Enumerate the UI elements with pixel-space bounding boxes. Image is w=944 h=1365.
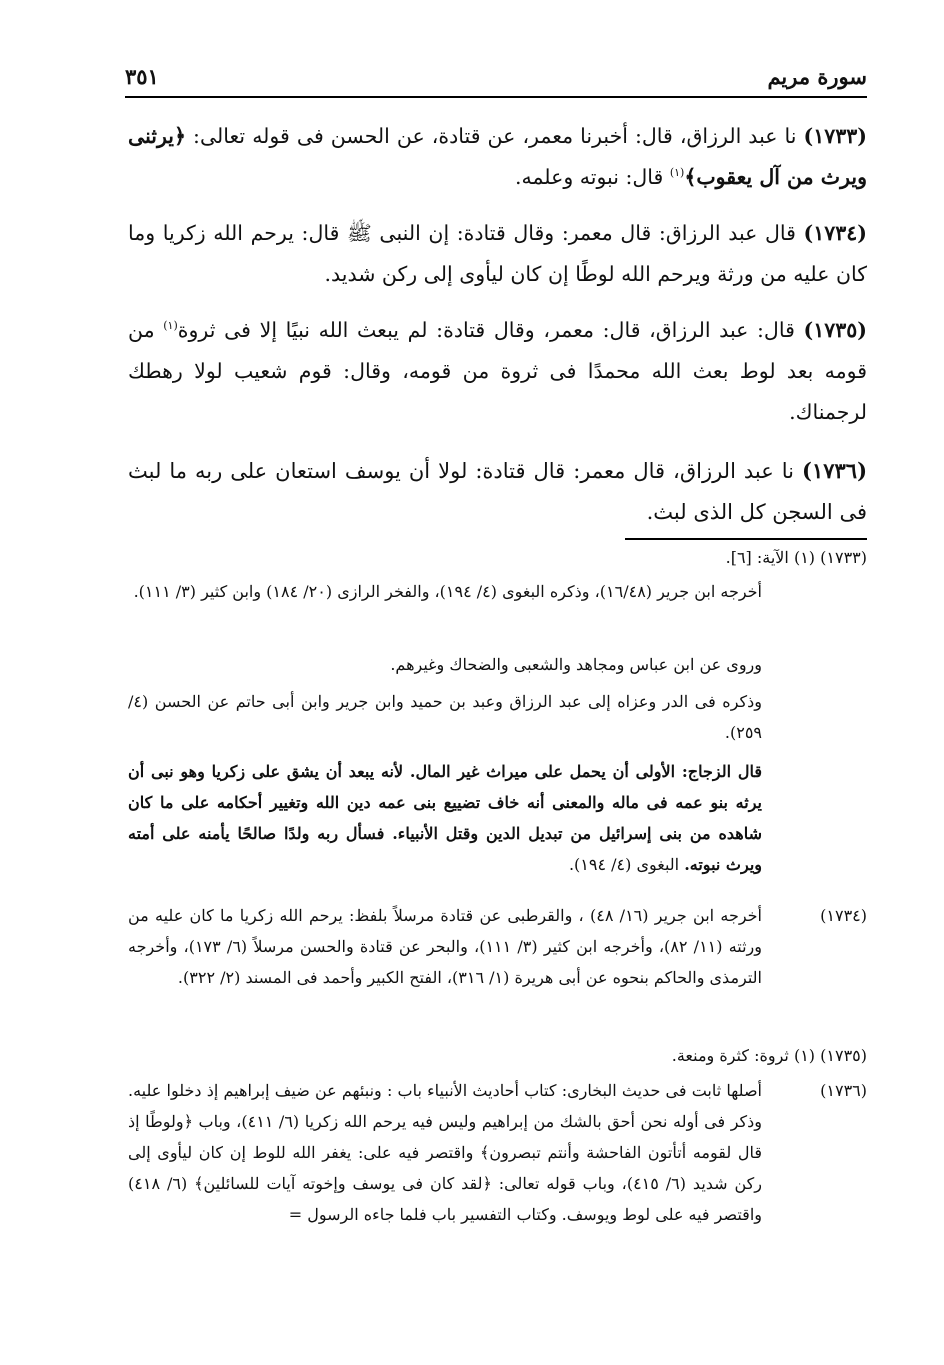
hadith-text: نا عبد الرزاق، قال: أخبرنا معمر، عن قتادة، عن الحسن فى قوله تعالى: [186,124,804,148]
footnote-1734-label: (١٧٣٤) [820,906,867,925]
hadith-1735 [128,310,867,433]
page-number: ٣٥١ [125,64,159,89]
hadith-number: (١٧٣٤) [803,221,867,245]
footnote-separator [625,538,867,540]
running-header [125,58,867,94]
hadith-number: (١٧٣٥) [803,318,867,342]
footnote-marker: (١) [669,166,685,179]
header-rule [125,96,867,98]
quran-verse: ﴿يرثنى ويرث من آل يعقوب﴾ [128,124,867,189]
footnote-1734-body: أخرجه ابن جرير (١٦/ ٤٨) ، والقرطبى عن قتادة مرسلاً بلفظ: يرحم الله زكريا ما كان عليه من ورثته (١١/ ٨٢)، وأخرجه ابن كثير (٣/ ١١١)، والبحر عن قتادة والحسن مرسلاً (٦/ ١٧٣)، وأخرجه الترمذى والحاكم بنحوه عن أبى هريرة (١/ ٣١٦)، الفتح الكبير وأحمد فى المسند (٢/ ٣٢٢). [128,906,763,987]
hadith-text: قال: نبوته وعلمه. [514,165,670,189]
footnote-1736-label: (١٧٣٦) [820,1081,867,1100]
hadith-1733 [128,116,867,198]
footnote-1733-heading: (١٧٣٣) (١) الآية: [٦]. [725,548,867,567]
footnote-source: البغوى (٤/ ١٩٤). [568,855,685,874]
hadith-number: (١٧٣٦) [802,458,867,483]
surah-title: سورة مريم [767,64,867,89]
footnote-1735-heading: (١٧٣٥) (١) ثروة: كثرة ومنعة. [671,1046,867,1065]
footnote-marker: (١) [163,319,178,332]
hadith-text: قال عبد الرزاق: قال معمر: وقال قتادة: إن النبى ﷺ قال: يرحم الله زكريا وما كان عليه من ورثة ويرحم الله لوطًا إن كان ليأوى إلى ركن شديد. [128,221,867,286]
hadith-text: قال: عبد الرزاق، قال: معمر، وقال قتادة: لم يبعث الله نبيًا إلا فى ثروة [177,318,804,342]
hadith-1736 [128,450,867,533]
hadith-1734 [128,213,867,295]
hadith-text: من قومه بعد لوط بعث الله محمدًا فى ثروة من قومه، وقال: قوم شعيب لولا رهطك لرجمناك. [128,318,867,424]
footnote-1733-paragraph: وذكره فى الدر وعزاه إلى عبد الرزاق وعبد بن حميد وابن جرير وابن أبى حاتم عن الحسن (٤/ ٢٥٩). [128,692,762,742]
footnote-1733-paragraph: وروى عن ابن عباس ومجاهد والشعبى والضحاك وغيرهم. [390,655,762,674]
footnote-quote: قال الزجاج: الأولى أن يحمل على ميراث غير المال. لأنه يبعد أن يشق على زكريا وهو نبى أن يرثه بنو عمه فى ماله والمعنى أنه خاف تضييع بنى عمه دين الله وتغيير أحكامه على ما كان شاهده من بنى إسرائيل من تبديل الدين وقتل الأنبياء. فسأل ربه ولدًا صالحًا يأمنه على أمته ويرث نبوته. [128,762,762,874]
footnote-1733-paragraph: أخرجه ابن جرير (١٦/٤٨)، وذكره البغوى (٤/ ١٩٤)، والفخر الرازى (٢٠/ ١٨٤) وابن كثير (٣/ ١١١). [133,582,762,601]
hadith-text: نا عبد الرزاق، قال معمر: قال قتادة: لولا أن يوسف استعان على ربه ما لبث فى السجن كل الذى لبث. [128,459,867,524]
footnote-1736-body: أصلها ثابت فى حديث البخارى: كتاب أحاديث الأنبياء باب : ونبئهم عن ضيف إبراهيم إذ دخلوا عليه. وذكر فى أوله نحن أحق بالشك من إبراهيم وليس فيه يرحم الله زكريا (٦/ ٤١١)، وباب ﴿ولوطًا إذ قال لقومه أتأتون الفاحشة وأنتم تبصرون﴾ واقتصر فيه على: يغفر الله للوط إن كان ليأوى إلى ركن شديد (٦/ ٤١٥)، وباب قوله تعالى: ﴿لقد كان فى يوسف وإخوته آيات للسائلين﴾ (٦/ ٤١٨) واقتصر فيه على لوط ويوسف. وكتاب التفسير باب فلما جاءه الرسول = [128,1081,763,1224]
footnote-1733-zajjaj [128,756,762,880]
hadith-number: (١٧٣٣) [803,124,867,148]
